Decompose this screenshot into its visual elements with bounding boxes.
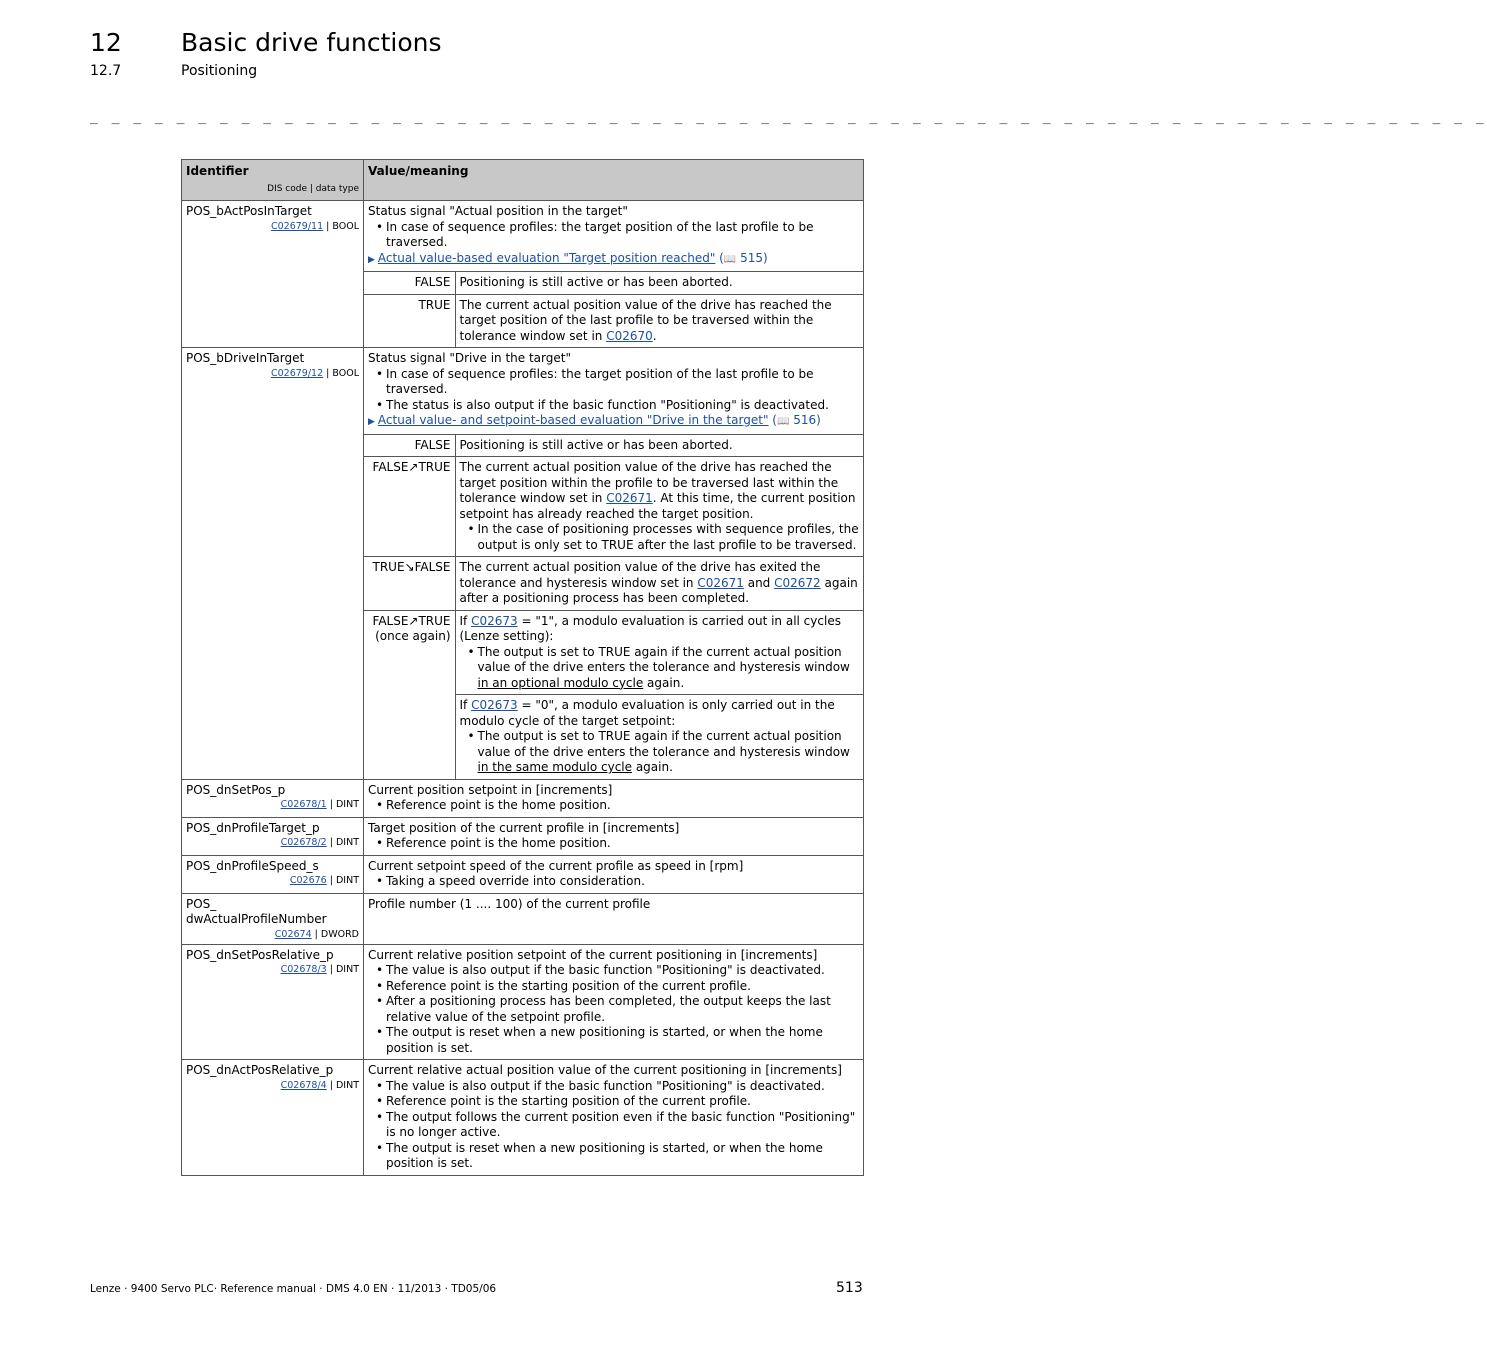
data-type: | DINT xyxy=(329,799,359,810)
state-key-note: (once again) xyxy=(375,629,451,643)
state-text xyxy=(455,294,863,347)
header-value xyxy=(364,160,864,201)
state-row xyxy=(364,272,863,295)
code-link[interactable]: C02676 xyxy=(289,875,327,886)
section-number: 12.7 xyxy=(90,63,122,79)
code-link[interactable]: C02671 xyxy=(606,491,653,505)
code-link[interactable]: C02673 xyxy=(471,613,518,628)
description: Profile number (1 .... 100) of the current profile xyxy=(368,896,651,911)
state-key: TRUE xyxy=(364,294,455,347)
code-link[interactable]: C02679/11 xyxy=(270,220,324,232)
cross-reference[interactable]: ▶ Actual value- and setpoint-based evaluation "Drive in the target" (📖 516) xyxy=(368,413,859,431)
cross-reference[interactable]: ▶ Actual value-based evaluation "Target position reached" (📖 515) xyxy=(368,251,859,269)
description: Status signal "Actual position in the target" xyxy=(368,204,628,218)
data-type: | BOOL xyxy=(326,220,359,232)
table-header xyxy=(182,160,864,201)
bullet: • Reference point is the home position. xyxy=(386,836,859,852)
chapter-number: 12 xyxy=(90,28,122,57)
data-type: | DINT xyxy=(329,837,359,848)
page-number: 513 xyxy=(836,1280,863,1296)
identifier-cell xyxy=(182,1060,364,1176)
state-text xyxy=(455,457,863,557)
header-identifier xyxy=(182,160,364,201)
section-title: Positioning xyxy=(181,63,258,79)
state-key: FALSE↗TRUE xyxy=(364,457,455,557)
book-icon: 📖 xyxy=(723,253,737,265)
description: Current position setpoint in [increments] xyxy=(368,782,613,797)
header-identifier-label: Identifier xyxy=(186,164,249,178)
table-row xyxy=(182,201,864,348)
bullet: • In case of sequence profiles: the target position of the last profile to be traversed. xyxy=(386,367,859,398)
bullet: • Reference point is the home position. xyxy=(386,798,859,814)
bullet: • After a positioning process has been completed, the output keeps the last relative value of the setpoint profile. xyxy=(386,994,859,1025)
identifier-cell xyxy=(182,893,364,944)
signal-name: POS_dnProfileSpeed_s xyxy=(186,858,319,873)
signal-name: POS_dnProfileTarget_p xyxy=(186,820,320,835)
value-cell xyxy=(364,779,864,817)
data-type: | DINT xyxy=(329,875,359,886)
code-link[interactable]: C02679/12 xyxy=(270,367,324,379)
state-text-part: The current actual position value of the drive has exited the tolerance and hysteresis window set in xyxy=(459,560,821,590)
triangle-right-icon: ▶ xyxy=(368,254,375,265)
chapter-title: Basic drive functions xyxy=(181,28,442,57)
bullet-underlined: in an optional modulo cycle xyxy=(477,675,644,690)
state-text xyxy=(455,610,863,695)
table-row xyxy=(182,1060,864,1176)
state-key: FALSE xyxy=(364,434,455,457)
xref-page: 516 xyxy=(793,413,817,427)
state-text-part: . At this time, the current position setpoint has already reached the target position. xyxy=(459,491,856,521)
bullet-underlined: in the same modulo cycle xyxy=(477,760,633,774)
value-cell xyxy=(364,817,864,855)
state-table xyxy=(364,434,863,779)
bullet-part: again. xyxy=(643,675,685,690)
code-link[interactable]: C02678/3 xyxy=(280,964,327,975)
signal-name: POS_bDriveInTarget xyxy=(186,351,305,365)
state-text-part: The current actual position value of the drive has reached the target position of the last profile to be traversed within the tolerance window set in xyxy=(459,297,832,343)
state-text-part: and xyxy=(743,575,775,590)
table-row xyxy=(182,817,864,855)
value-cell xyxy=(364,348,864,780)
state-key-main: FALSE↗TRUE xyxy=(372,613,451,628)
code-link[interactable]: C02670 xyxy=(606,328,653,343)
identifier-cell xyxy=(182,201,364,348)
bullet xyxy=(478,645,860,692)
bullet: • Reference point is the starting position of the current profile. xyxy=(386,1094,859,1110)
signal-name: POS_dnActPosRelative_p xyxy=(186,1063,334,1077)
code-link[interactable]: C02673 xyxy=(471,698,518,712)
bullet: • The output is reset when a new positioning is started, or when the home position is set. xyxy=(386,1141,859,1172)
value-cell xyxy=(364,855,864,893)
description: Target position of the current profile in [increments] xyxy=(368,820,680,835)
table-row xyxy=(182,779,864,817)
state-text-part: = "0", a modulo evaluation is only carried out in the modulo cycle of the target setpoint: xyxy=(459,698,835,728)
signal-name: POS_ xyxy=(186,896,217,911)
bullet: • In the case of positioning processes with sequence profiles, the output is only set to TRUE after the last profile to be traversed. xyxy=(478,522,860,553)
footer-text: Lenze · 9400 Servo PLC· Reference manual · DMS 4.0 EN · 11/2013 · TD05/06 xyxy=(90,1283,497,1295)
code-link[interactable]: C02672 xyxy=(774,575,821,590)
identifier-cell xyxy=(182,779,364,817)
bullet: • The value is also output if the basic function "Positioning" is deactivated. xyxy=(386,1079,859,1095)
bullet xyxy=(478,729,860,776)
signal-table xyxy=(181,159,864,1176)
data-type: | DINT xyxy=(329,964,359,975)
header-identifier-sub: DIS code | data type xyxy=(267,183,359,194)
state-row xyxy=(364,294,863,347)
code-link[interactable]: C02678/2 xyxy=(280,837,327,848)
code-link[interactable]: C02678/1 xyxy=(280,799,327,810)
xref-link[interactable]: Actual value-based evaluation "Target position reached" xyxy=(377,250,716,265)
bullet-part: The output is set to TRUE again if the current actual position value of the drive enters the tolerance and hysteresis window xyxy=(477,644,850,674)
signal-name: POS_dnSetPos_p xyxy=(186,782,286,797)
table-row xyxy=(182,944,864,1060)
table-row xyxy=(182,348,864,780)
signal-name-cont: dwActualProfileNumber xyxy=(186,912,327,926)
data-type: | BOOL xyxy=(326,367,359,379)
state-text-part: If xyxy=(459,698,472,712)
state-text: Positioning is still active or has been aborted. xyxy=(455,434,863,457)
bullet-part: again. xyxy=(632,760,673,774)
signal-name: POS_dnSetPosRelative_p xyxy=(186,947,334,962)
code-link[interactable]: C02678/4 xyxy=(280,1079,327,1091)
identifier-cell xyxy=(182,855,364,893)
identifier-cell xyxy=(182,944,364,1060)
xref-page: 515 xyxy=(740,250,764,265)
state-text xyxy=(455,695,863,779)
table-row xyxy=(182,893,864,944)
bullet: • The output follows the current position even if the basic function "Positioning" is no longer active. xyxy=(386,1110,859,1141)
header-divider: _ _ _ _ _ _ _ _ _ _ _ _ _ _ _ _ _ _ _ _ _ _ _ _ _ _ _ _ _ _ _ _ _ _ _ _ _ _ _ _ _ _ _ _ _ _ _ _ _ _ _ _ _ _ _ _ _ _ _ _ _ _ _ _ _ xyxy=(90,110,1487,125)
bullet: • The status is also output if the basic function "Positioning" is deactivated. xyxy=(386,398,859,414)
description: Current relative actual position value of the current positioning in [increments] xyxy=(368,1063,842,1077)
bullet: • The output is reset when a new positioning is started, or when the home position is set. xyxy=(386,1025,859,1056)
state-text-part: again after a positioning process has been completed. xyxy=(459,575,858,605)
value-cell xyxy=(364,1060,864,1176)
state-key xyxy=(364,610,455,779)
table-row xyxy=(182,855,864,893)
bullet: • The value is also output if the basic function "Positioning" is deactivated. xyxy=(386,963,859,979)
description: Status signal "Drive in the target" xyxy=(368,351,571,365)
state-text-part: If xyxy=(459,613,472,628)
identifier-cell xyxy=(182,348,364,780)
state-row xyxy=(364,610,863,695)
state-key: FALSE xyxy=(364,272,455,295)
value-cell xyxy=(364,893,864,944)
data-type: | DINT xyxy=(329,1079,359,1091)
code-link[interactable]: C02674 xyxy=(274,928,312,940)
value-cell xyxy=(364,201,864,348)
state-text: Positioning is still active or has been aborted. xyxy=(455,272,863,295)
state-text xyxy=(455,557,863,611)
value-cell xyxy=(364,944,864,1060)
book-icon: 📖 xyxy=(776,416,790,427)
state-key: TRUE↘FALSE xyxy=(364,557,455,611)
state-row xyxy=(364,457,863,557)
code-link[interactable]: C02671 xyxy=(697,575,744,590)
state-text-part: The current actual position value of the drive has reached the target position within the profile to be traversed last within the tolerance window set in xyxy=(459,460,839,505)
bullet: • Taking a speed override into consideration. xyxy=(386,874,859,890)
identifier-cell xyxy=(182,817,364,855)
signal-name: POS_bActPosInTarget xyxy=(186,204,312,218)
triangle-right-icon: ▶ xyxy=(368,417,375,427)
bullet: • Reference point is the starting position of the current profile. xyxy=(386,979,859,995)
state-row xyxy=(364,434,863,457)
bullet: • In case of sequence profiles: the target position of the last profile to be traversed. xyxy=(386,220,859,251)
description: Current relative position setpoint of the current positioning in [increments] xyxy=(368,947,818,962)
description: Current setpoint speed of the current profile as speed in [rpm] xyxy=(368,858,744,873)
xref-link[interactable]: Actual value- and setpoint-based evaluation "Drive in the target" xyxy=(377,413,769,427)
header-value-label: Value/meaning xyxy=(368,164,469,178)
bullet-part: The output is set to TRUE again if the current actual position value of the drive enters the tolerance and hysteresis window xyxy=(477,729,850,759)
state-text-part: . xyxy=(652,328,657,343)
state-text-part: = "1", a modulo evaluation is carried out in all cycles (Lenze setting): xyxy=(459,613,841,643)
state-row xyxy=(364,557,863,611)
data-type: | DWORD xyxy=(314,928,359,940)
state-table xyxy=(364,271,863,347)
